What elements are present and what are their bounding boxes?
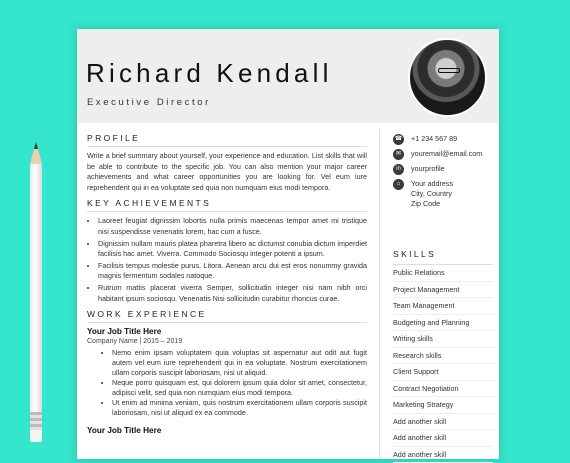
resume-sheet [77, 29, 499, 459]
experience-heading: WORK EXPERIENCE [87, 309, 367, 323]
skill-item: Budgeting and Planning [393, 315, 493, 332]
achievement-item: • Dignissim nullam mauris platea pharetra libero ac dictumst conubia dictum imperdiet facilisis hac amet. Viverra. Commodo Sociosqu integer potenti a ipsum. [98, 239, 367, 260]
linkedin-icon: in [393, 164, 404, 175]
skill-item: Writing skills [393, 331, 493, 348]
skill-item: Marketing Strategy [393, 397, 493, 414]
email-text: youremail@email.com [411, 149, 482, 159]
job-bullet: • Nemo enim ipsam voluptatem quia voluptas sit aspernatur aut odit aut fugit autem vel eum iure reprehenderit qui in ea voluptate. Nostrum exercitationem ullam corporis suscipit laboriosam, nisi ut aliquid. [112, 348, 367, 378]
left-column [87, 133, 367, 435]
profile-heading: PROFILE [87, 133, 367, 147]
achievement-item: • Rutrum mattis placerat viverra Semper, sollicitudin integer nisi nam nibh orci habitant ipsum sociosqu. Venenatis Nisi sollicitudin curabitur rhoncus curae. [98, 283, 367, 304]
pencil-body [30, 164, 42, 412]
address-line: Your address [411, 179, 453, 188]
achievements-list [87, 216, 367, 304]
skill-item: Add another skill [393, 430, 493, 447]
job-bullet: • Neque porro quisquam est, qui dolorem ipsum quia dolor sit amet, consectetur, adipisci velit, sed quia non numquam eius modi tempora. [112, 378, 367, 398]
resume-title: Executive Director [87, 97, 211, 108]
skill-item: Project Management [393, 282, 493, 299]
job-title: Your Job Title Here [87, 426, 367, 435]
skill-item: Add another skill [393, 414, 493, 431]
email-icon: ✉ [393, 149, 404, 160]
job-bullets [87, 348, 367, 417]
skill-item: Add another skill [393, 447, 493, 463]
address-line: Zip Code [411, 199, 440, 208]
pencil-ferrule [30, 412, 42, 430]
skill-item: Research skills [393, 348, 493, 365]
profile-link-text: yourprofile [411, 164, 445, 174]
skill-item: Public Relations [393, 265, 493, 282]
contact-phone [393, 134, 493, 145]
resume-name: Richard Kendall [86, 58, 333, 89]
skill-item: Client Support [393, 364, 493, 381]
phone-icon: ☎ [393, 134, 404, 145]
skill-item: Contract Negotiation [393, 381, 493, 398]
skill-item: Team Management [393, 298, 493, 315]
profile-text: Write a brief summary about yourself, your experience and education. List skills that will be able to contribute to the specific job. You can also mention your major career achievements and what career opportunities you are looking for. Vel eum iure reprehenderit qui in ea voluptate sed quia non numquam eius modi tempora. [87, 151, 367, 193]
profile-photo [408, 38, 487, 117]
pencil-lead [34, 142, 38, 149]
job-meta: Company Name | 2015 – 2019 [87, 338, 367, 345]
contact-profile [393, 164, 493, 175]
skills-list [393, 265, 493, 463]
address-line: City, Country [411, 189, 452, 198]
pencil [30, 142, 42, 442]
address-text [411, 179, 453, 209]
skills-heading: SKILLS [393, 249, 493, 265]
location-icon: ⌂ [393, 179, 404, 190]
glasses-shape [438, 68, 460, 73]
pencil-eraser [30, 430, 42, 442]
job-bullet: • Ut enim ad minima veniam, quis nostrum exercitationem ullam corporis suscipit laboriosam, nisi ut aliquid ex ea commode. [112, 398, 367, 418]
achievements-heading: KEY ACHIEVEMENTS [87, 198, 367, 212]
right-column [393, 134, 493, 463]
contact-email [393, 149, 493, 160]
job-title: Your Job Title Here [87, 327, 367, 336]
achievement-item: • Laoreet feugiat dignissim lobortis nulla primis maecenas tempor amet mi tristique nisi suspendisse venenatis lorem, hac cum a fusce. [98, 216, 367, 237]
phone-text: +1 234 567 89 [411, 134, 457, 144]
column-divider [379, 129, 380, 459]
achievement-item: • Facilisis tempus molestie purus. Litora. Aenean arcu dui est eros nonummy gravida magnis fermentum sodales natoque. [98, 261, 367, 282]
resume-header [77, 29, 499, 123]
contact-address [393, 179, 493, 209]
